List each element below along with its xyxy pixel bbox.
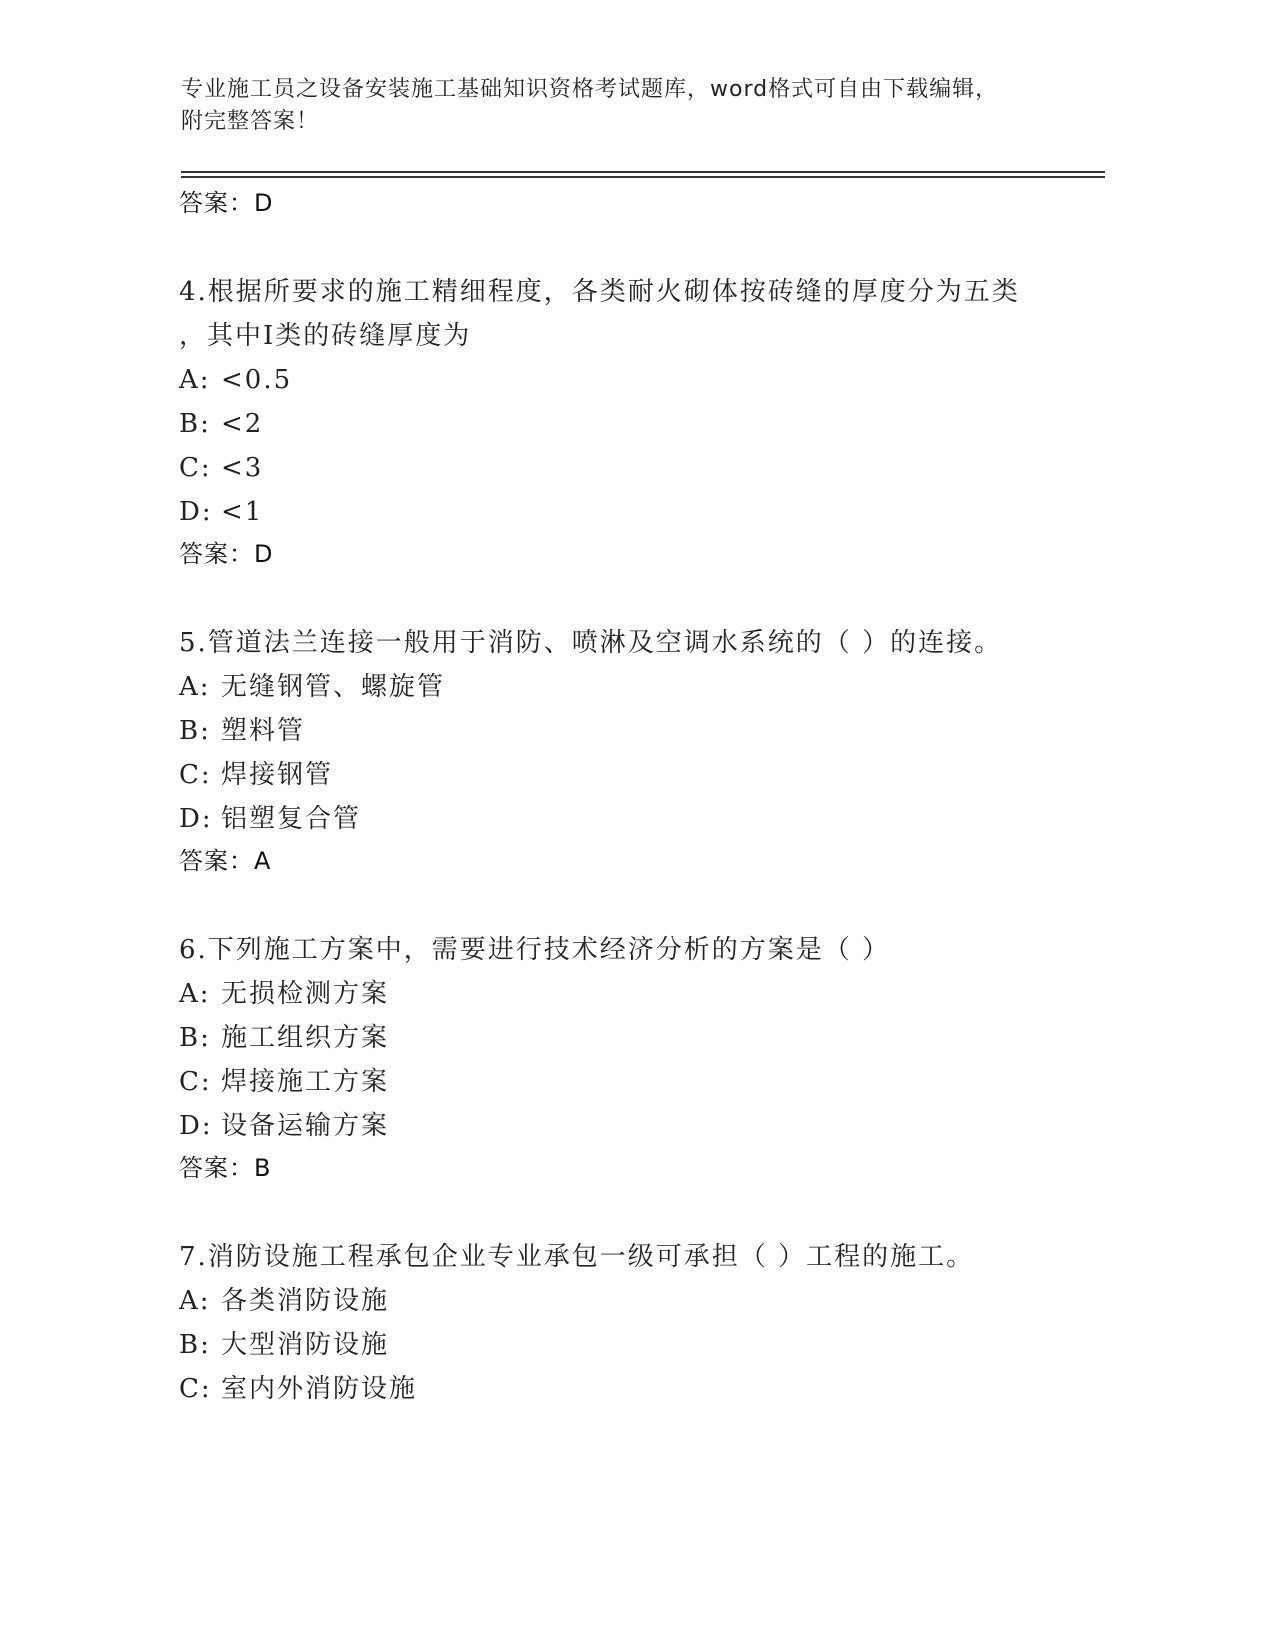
question-6-text: 6.下列施工方案中，需要进行技术经济分析的方案是（ ）: [179, 935, 891, 965]
option-letter: A:: [179, 979, 211, 1009]
question-5-option-b: [179, 709, 1109, 753]
option-letter: B:: [179, 1330, 211, 1360]
option-letter: B:: [179, 1023, 211, 1053]
option-text: 大型消防设施: [221, 1330, 390, 1360]
option-letter: B:: [179, 716, 211, 746]
question-7: [179, 1235, 1109, 1411]
option-text: <0.5: [221, 365, 293, 395]
question-7-option-a: [179, 1279, 1109, 1323]
question-4-option-a: [179, 358, 1109, 402]
question-4-answer: 答案：D: [179, 540, 274, 568]
question-6-option-b: [179, 1016, 1109, 1060]
previous-answer: 答案：D: [179, 189, 274, 217]
question-4-option-d: [179, 490, 1109, 534]
question-4-option-c: [179, 446, 1109, 490]
option-letter: C:: [179, 453, 212, 483]
option-text: <1: [221, 497, 264, 527]
question-4-text-line-2: ，其中Ⅰ类的砖缝厚度为: [179, 321, 472, 351]
option-letter: D:: [179, 804, 213, 834]
question-list: [179, 183, 1109, 1411]
header-line-2: 附完整答案！: [181, 109, 320, 134]
option-text: 施工组织方案: [221, 1023, 390, 1053]
question-6: [179, 928, 1109, 1188]
option-text: <2: [221, 409, 264, 439]
option-letter: A:: [179, 365, 211, 395]
question-4-option-b: [179, 402, 1109, 446]
option-text: 无损检测方案: [221, 979, 390, 1009]
question-5-option-d: [179, 797, 1109, 841]
option-letter: A:: [179, 1286, 211, 1316]
option-letter: C:: [179, 760, 212, 790]
question-6-option-a: [179, 972, 1109, 1016]
option-letter: D:: [179, 1111, 213, 1141]
question-7-option-b: [179, 1323, 1109, 1367]
option-text: 焊接施工方案: [221, 1067, 390, 1097]
question-5-option-a: [179, 665, 1109, 709]
option-text: <3: [221, 453, 264, 483]
option-letter: A:: [179, 672, 211, 702]
option-letter: D:: [179, 497, 213, 527]
question-6-option-d: [179, 1104, 1109, 1148]
option-text: 焊接钢管: [221, 760, 334, 790]
question-7-text: 7.消防设施工程承包企业专业承包一级可承担（ ）工程的施工。: [179, 1242, 975, 1272]
question-6-answer: 答案：B: [179, 1154, 272, 1182]
spacer: [179, 1188, 1109, 1235]
option-letter: C:: [179, 1374, 212, 1404]
question-4: [179, 270, 1109, 574]
question-5-answer: 答案：A: [179, 847, 272, 875]
question-6-option-c: [179, 1060, 1109, 1104]
option-letter: B:: [179, 409, 211, 439]
option-text: 各类消防设施: [221, 1286, 390, 1316]
option-text: 设备运输方案: [221, 1111, 390, 1141]
option-letter: C:: [179, 1067, 212, 1097]
option-text: 无缝钢管、螺旋管: [221, 672, 446, 702]
document-header: [181, 74, 1081, 138]
option-text: 室内外消防设施: [221, 1374, 418, 1404]
question-5-option-c: [179, 753, 1109, 797]
option-text: 铝塑复合管: [221, 804, 362, 834]
option-text: 塑料管: [221, 716, 306, 746]
header-rule-bottom: [181, 176, 1105, 178]
header-line-1: 专业施工员之设备安装施工基础知识资格考试题库，word格式可自由下载编辑，: [181, 77, 999, 102]
spacer: [179, 881, 1109, 928]
question-7-option-c: [179, 1367, 1109, 1411]
question-5: [179, 621, 1109, 881]
spacer: [179, 574, 1109, 621]
question-4-text-line-1: 4.根据所要求的施工精细程度，各类耐火砌体按砖缝的厚度分为五类: [179, 277, 1020, 307]
spacer: [179, 223, 1109, 270]
question-5-text: 5.管道法兰连接一般用于消防、喷淋及空调水系统的（ ）的连接。: [179, 628, 1003, 658]
header-rule-top: [181, 171, 1105, 173]
